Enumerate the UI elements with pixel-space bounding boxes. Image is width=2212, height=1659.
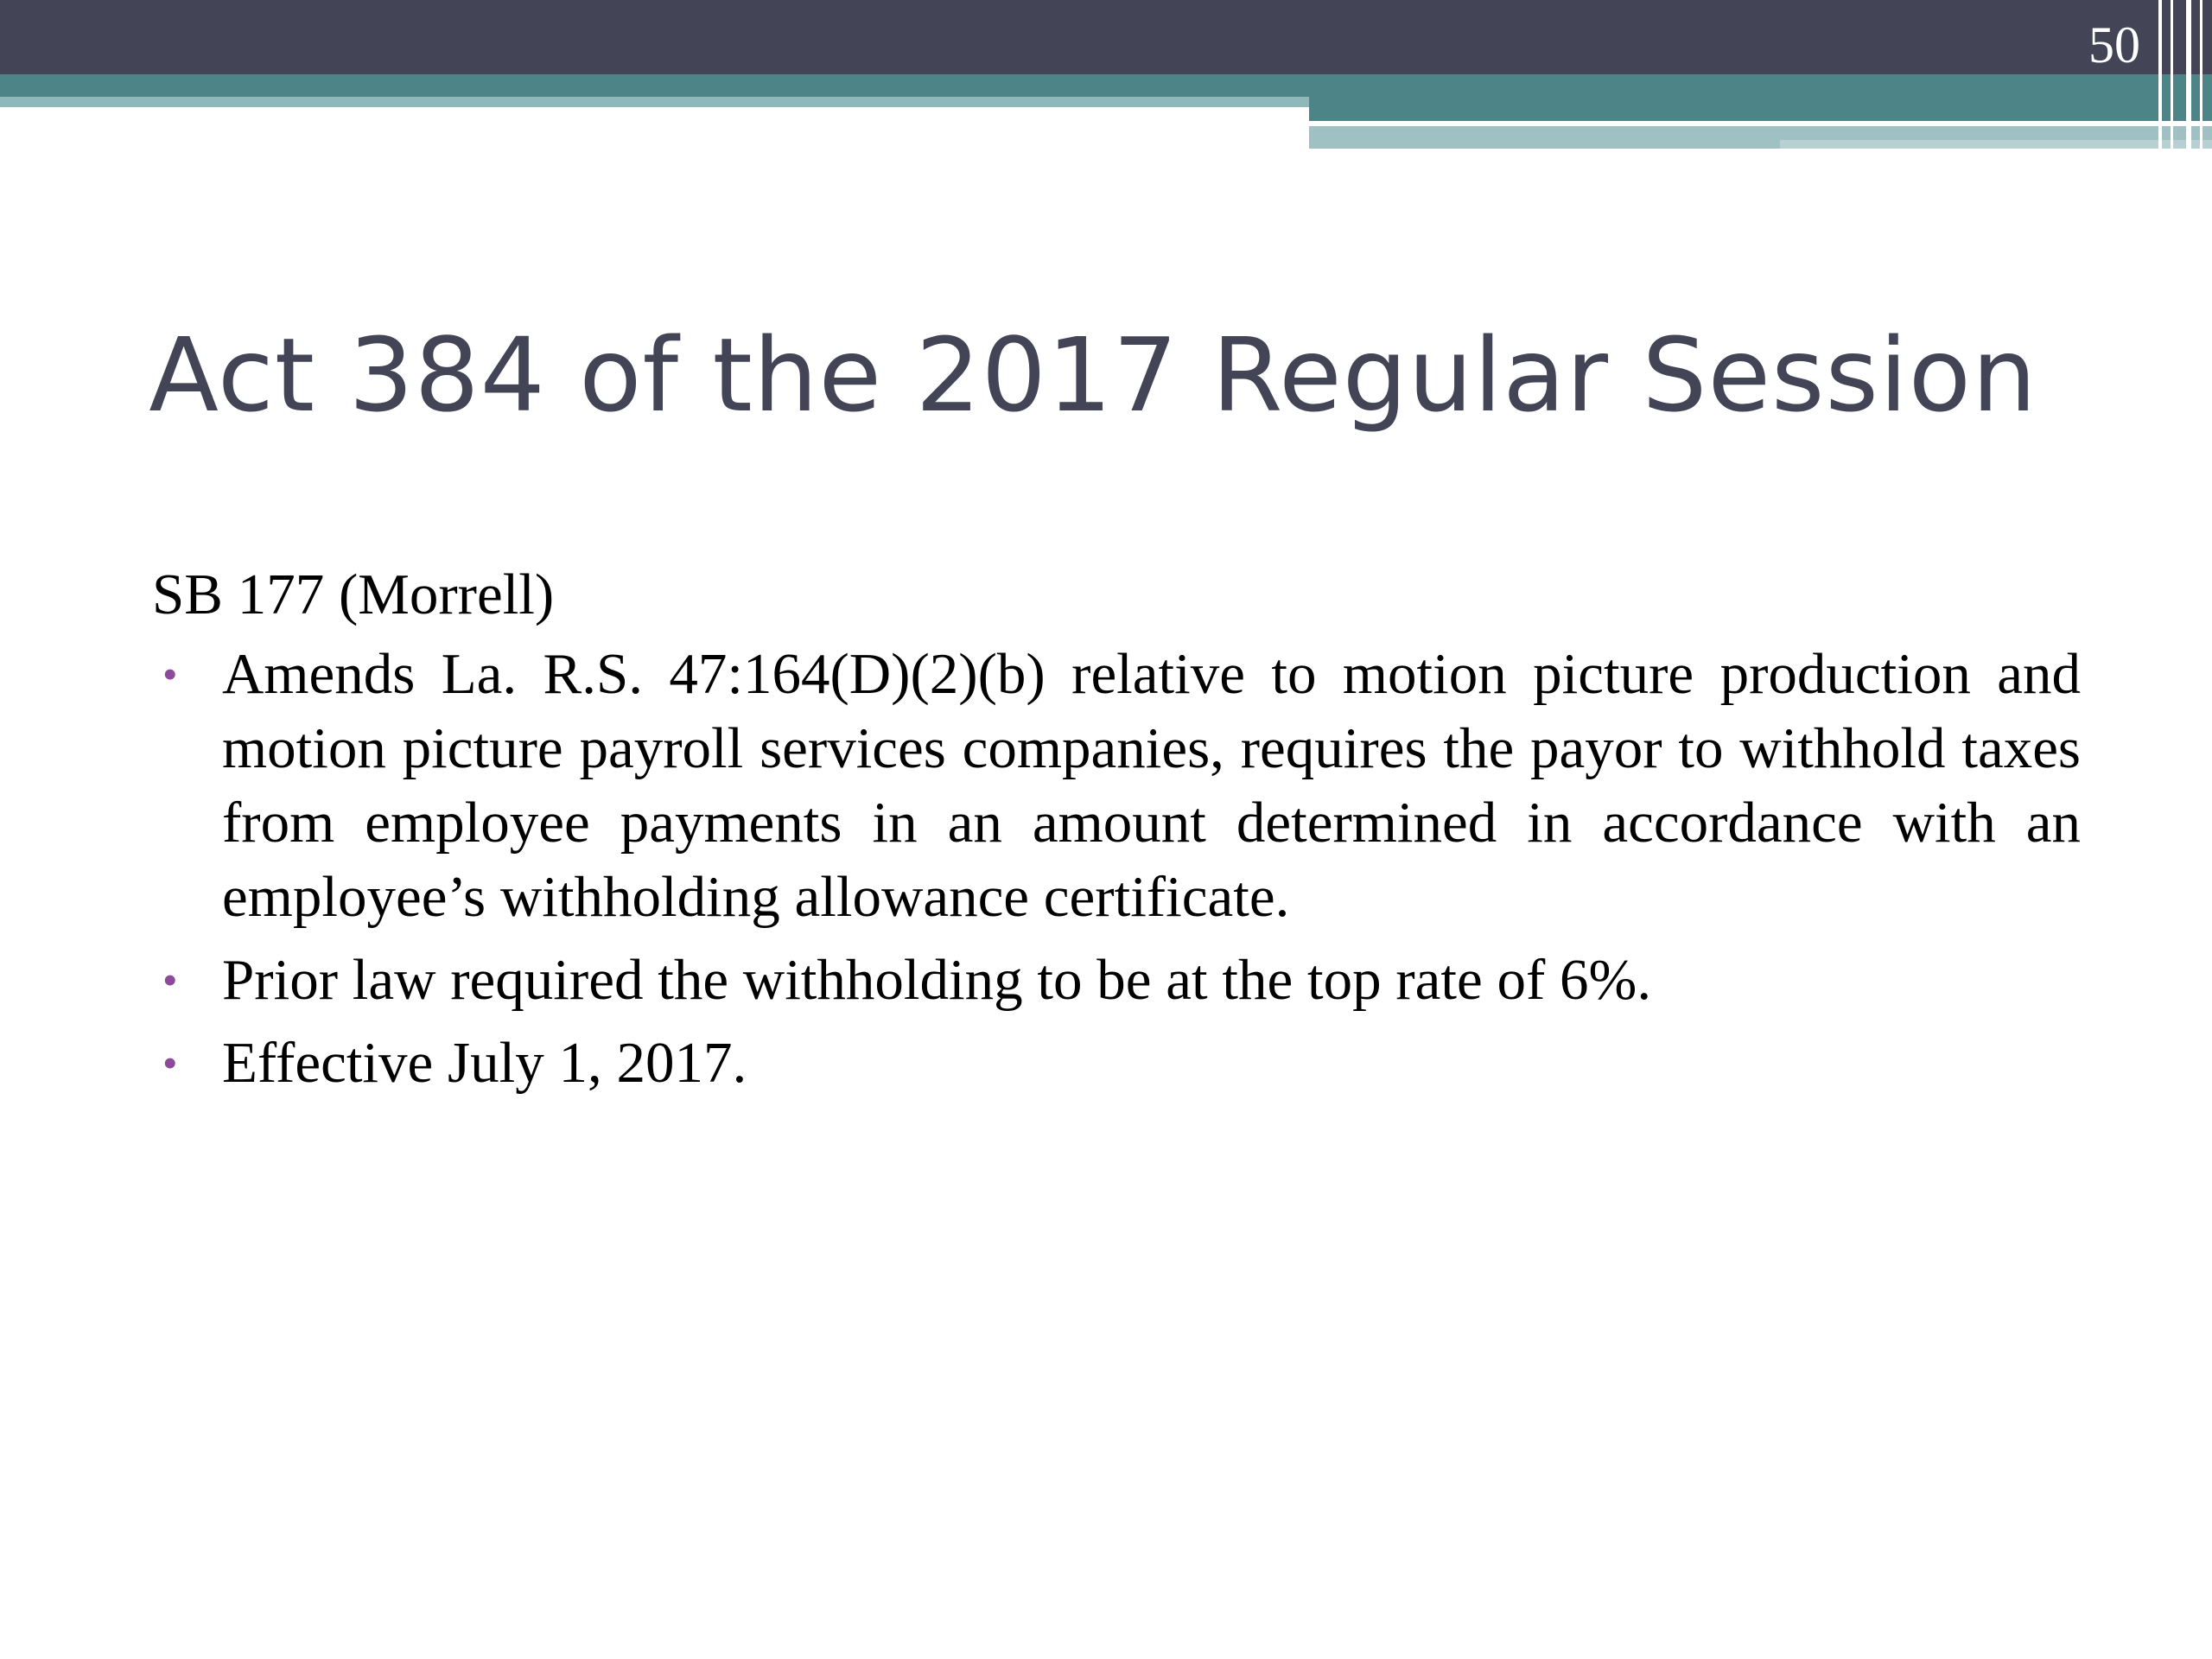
bullet-item <box>152 1026 2081 1100</box>
vertical-stripe <box>2200 0 2202 149</box>
bullet-item <box>152 943 2081 1017</box>
vertical-stripe <box>2186 0 2191 149</box>
bill-reference: SB 177 (Morrell) <box>152 563 555 626</box>
header-band-light <box>1309 126 2212 140</box>
header-band-teal <box>0 74 2212 97</box>
bullet-text: Amends La. R.S. 47:164(D)(2)(b) relative to motion picture production and motion picture payroll services companies, requires the payor to withhold taxes from employee payments in an amount determined in accordance with an employee’s withholding allowance certificate. <box>222 642 2081 929</box>
header-band-step <box>1309 97 2212 121</box>
bullet-item <box>152 637 2081 934</box>
slide-number: 50 <box>2088 16 2140 73</box>
slide-body <box>152 557 2081 1109</box>
bullet-text: Effective July 1, 2017. <box>222 1031 747 1095</box>
vertical-stripe <box>2171 0 2173 149</box>
bullet-icon: • <box>162 956 178 1004</box>
bullet-text: Prior law required the withholding to be at the top rate of 6%. <box>222 948 1652 1012</box>
vertical-stripe <box>2158 0 2162 149</box>
header-band-light-lower <box>1309 140 1780 149</box>
bullet-icon: • <box>162 650 178 698</box>
header-vertical-stripes <box>2152 0 2212 149</box>
header-band-dark <box>0 0 2212 74</box>
slide-title-container <box>0 315 2212 435</box>
header-band-lighter <box>1780 140 2212 149</box>
header-band-teal-light <box>0 97 1309 107</box>
bullet-icon: • <box>162 1039 178 1087</box>
slide-title: Act 384 of the 2017 Regular Session <box>149 315 2037 435</box>
bullet-list <box>152 637 2081 1100</box>
